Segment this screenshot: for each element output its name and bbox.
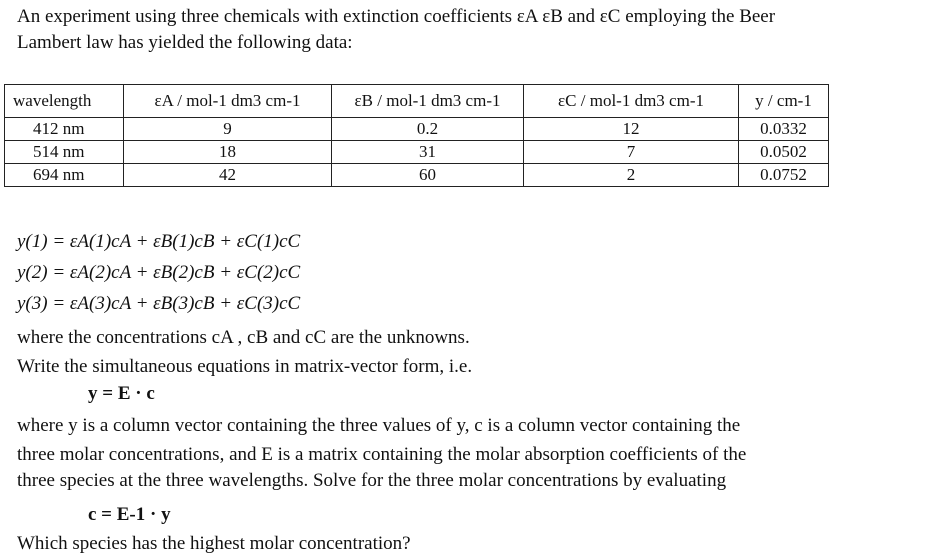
table-row (5, 141, 829, 164)
header-y: y / cm-1 (739, 85, 829, 118)
paragraph-line-1: where y is a column vector containing the three values of y, c is a column vector containing the (17, 415, 741, 436)
question-text: Which species has the highest molar concentration? (17, 533, 411, 554)
cell-eps-b: 0.2 (332, 118, 524, 141)
cell-eps-b: 60 (332, 164, 524, 187)
cell-eps-b: 31 (332, 141, 524, 164)
equation-2: y(2) = εA(2)cA + εB(2)cB + εC(2)cC (17, 262, 301, 283)
intro-line-2: Lambert law has yielded the following data: (17, 32, 353, 53)
cell-eps-c: 2 (524, 164, 739, 187)
header-wavelength: wavelength (5, 85, 124, 118)
cell-eps-a: 18 (124, 141, 332, 164)
table-row (5, 164, 829, 187)
intro-line-1: An experiment using three chemicals with extinction coefficients εA εB and εC employing the Beer (17, 6, 776, 27)
cell-wavelength: 514 nm (5, 141, 124, 164)
unknowns-text: where the concentrations cA , cB and cC are the unknowns. (17, 327, 470, 348)
cell-wavelength: 694 nm (5, 164, 124, 187)
header-eps-a: εA / mol-1 dm3 cm-1 (124, 85, 332, 118)
header-eps-b: εB / mol-1 dm3 cm-1 (332, 85, 524, 118)
formula-y-equals-ec: y = E · c (88, 383, 155, 404)
cell-eps-c: 7 (524, 141, 739, 164)
instruction-text: Write the simultaneous equations in matrix-vector form, i.e. (17, 356, 473, 377)
equation-1: y(1) = εA(1)cA + εB(1)cB + εC(1)cC (17, 231, 301, 252)
cell-eps-a: 9 (124, 118, 332, 141)
cell-wavelength: 412 nm (5, 118, 124, 141)
data-table (4, 84, 829, 187)
formula-c-equals-einv-y: c = E-1 · y (88, 504, 171, 525)
equation-3: y(3) = εA(3)cA + εB(3)cB + εC(3)cC (17, 293, 301, 314)
cell-eps-c: 12 (524, 118, 739, 141)
cell-y: 0.0502 (739, 141, 829, 164)
header-eps-c: εC / mol-1 dm3 cm-1 (524, 85, 739, 118)
table-row (5, 118, 829, 141)
cell-eps-a: 42 (124, 164, 332, 187)
paragraph-line-3: three species at the three wavelengths. Solve for the three molar concentrations by evaluating (17, 470, 727, 491)
table-header-row (5, 85, 829, 118)
paragraph-line-2: three molar concentrations, and E is a matrix containing the molar absorption coefficients of the (17, 444, 747, 465)
cell-y: 0.0332 (739, 118, 829, 141)
cell-y: 0.0752 (739, 164, 829, 187)
